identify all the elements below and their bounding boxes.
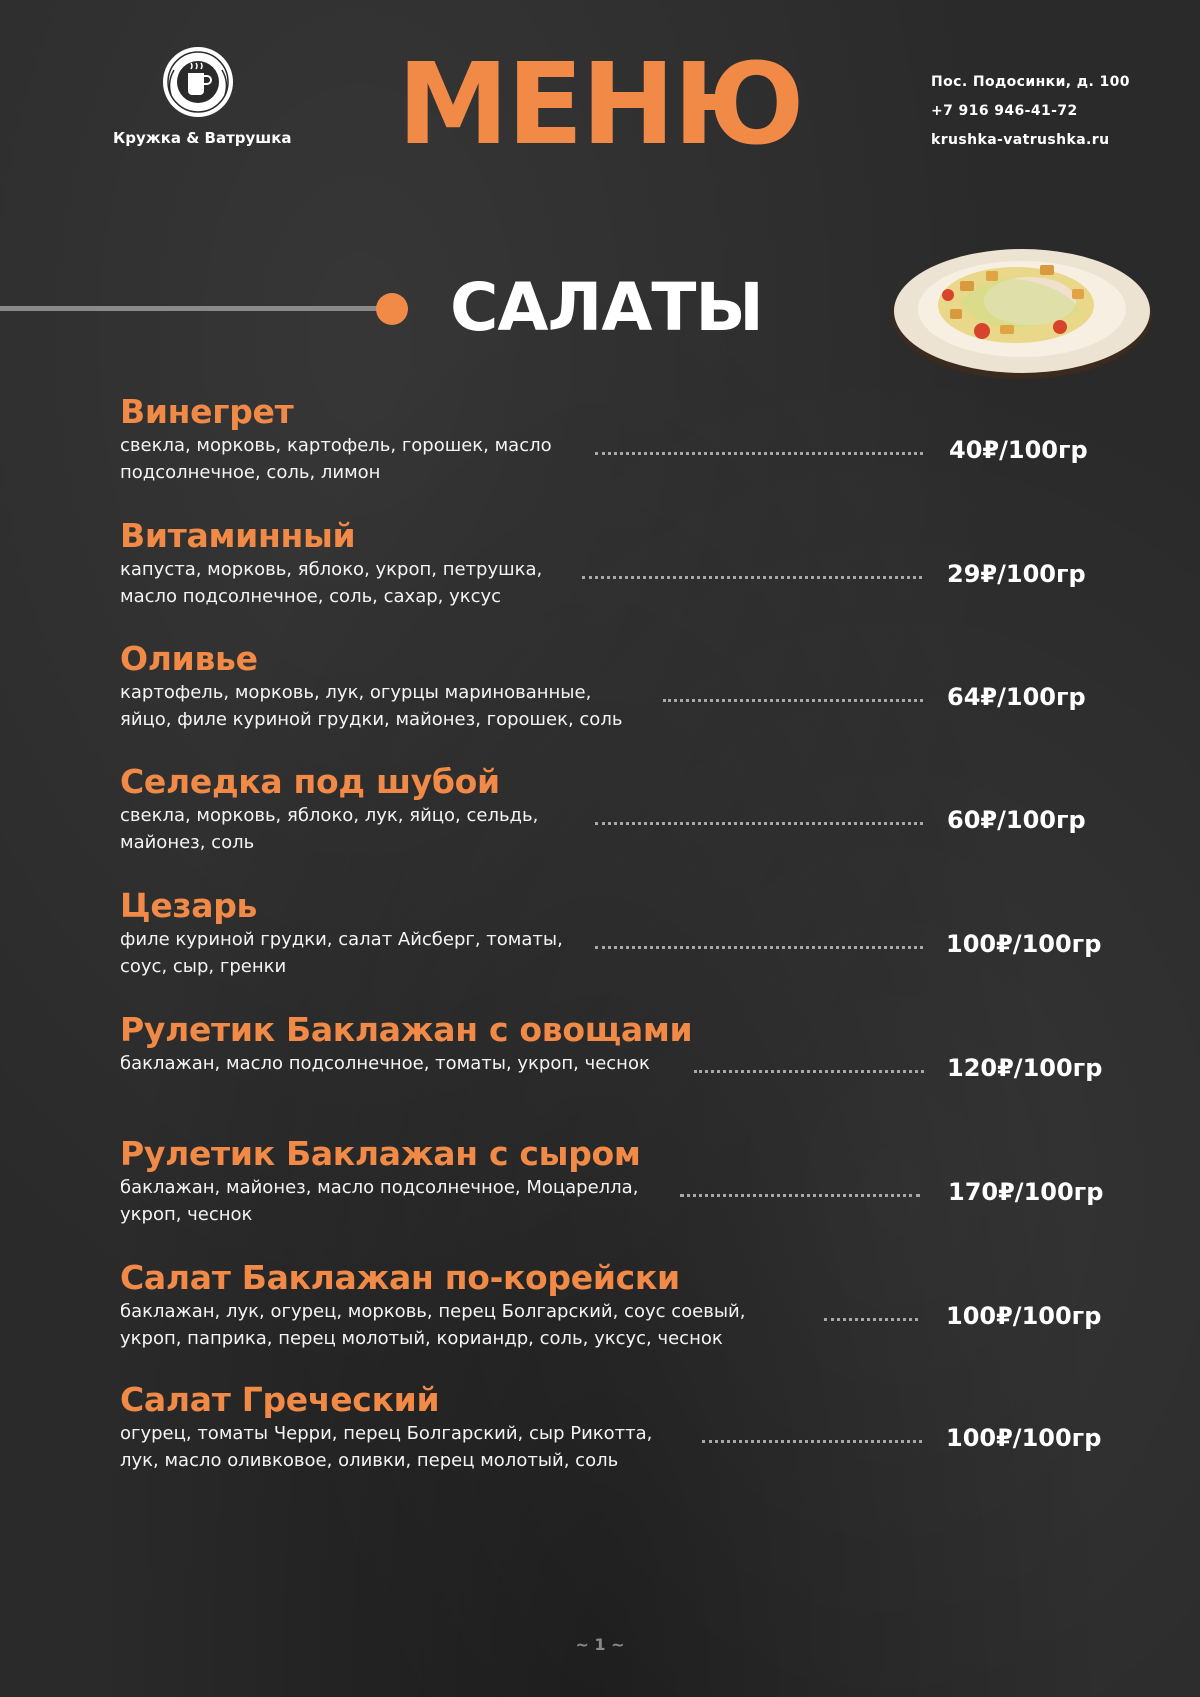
dotted-leader bbox=[663, 699, 923, 702]
dotted-leader bbox=[694, 1070, 924, 1073]
item-price: 64₽/100гр bbox=[947, 683, 1086, 711]
item-name: Селедка под шубой bbox=[120, 762, 500, 801]
item-price: 120₽/100гр bbox=[947, 1054, 1103, 1082]
item-price: 60₽/100гр bbox=[947, 806, 1086, 834]
dotted-leader bbox=[702, 1440, 922, 1443]
item-price: 100₽/100гр bbox=[946, 1302, 1102, 1330]
dotted-leader bbox=[595, 822, 923, 825]
address: Пос. Подосинки, д. 100 bbox=[931, 74, 1130, 90]
menu-item bbox=[120, 886, 1120, 980]
menu-item bbox=[120, 516, 1120, 610]
item-description: баклажан, масло подсолнечное, томаты, укроп, чеснок bbox=[120, 1053, 650, 1074]
item-description: картофель, морковь, лук, огурцы маринованные, яйцо, филе куриной грудки, майонез, горошек, соль bbox=[120, 682, 623, 730]
dotted-leader bbox=[680, 1194, 920, 1197]
item-price: 100₽/100гр bbox=[946, 930, 1102, 958]
dotted-leader bbox=[595, 946, 923, 949]
menu-item bbox=[120, 1010, 1120, 1082]
item-description: огурец, томаты Черри, перец Болгарский, сыр Рикотта, лук, масло оливковое, оливки, перец молотый, соль bbox=[120, 1423, 653, 1471]
item-price: 100₽/100гр bbox=[946, 1424, 1102, 1452]
section-divider-dot bbox=[376, 293, 408, 325]
menu-item bbox=[120, 1258, 1120, 1352]
item-description: филе куриной грудки, салат Айсберг, томаты, соус, сыр, гренки bbox=[120, 929, 563, 977]
section-title: САЛАТЫ bbox=[450, 269, 763, 346]
item-description: баклажан, майонез, масло подсолнечное, Моцарелла, укроп, чеснок bbox=[120, 1177, 639, 1225]
contacts bbox=[931, 68, 1130, 155]
menu-item bbox=[120, 1380, 1120, 1474]
item-name: Салат Греческий bbox=[120, 1380, 440, 1419]
section-divider-line bbox=[0, 306, 378, 311]
website-link[interactable]: krushka-vatrushka.ru bbox=[931, 132, 1110, 148]
item-price: 170₽/100гр bbox=[948, 1178, 1104, 1206]
item-price: 40₽/100гр bbox=[949, 436, 1088, 464]
menu-item bbox=[120, 639, 1120, 733]
menu-item bbox=[120, 1134, 1120, 1228]
item-price: 29₽/100гр bbox=[947, 560, 1086, 588]
dotted-leader bbox=[595, 452, 923, 455]
menu-title: МЕНЮ bbox=[397, 40, 803, 170]
item-description: свекла, морковь, картофель, горошек, масло подсолнечное, соль, лимон bbox=[120, 435, 552, 483]
item-description: капуста, морковь, яблоко, укроп, петрушка, масло подсолнечное, соль, сахар, уксус bbox=[120, 559, 543, 607]
item-name: Салат Баклажан по-корейски bbox=[120, 1258, 680, 1297]
item-name: Рулетик Баклажан с овощами bbox=[120, 1010, 693, 1049]
salad-plate-image bbox=[890, 235, 1154, 383]
dotted-leader bbox=[824, 1318, 918, 1321]
phone[interactable]: +7 916 946-41-72 bbox=[931, 103, 1078, 119]
item-name: Оливье bbox=[120, 639, 258, 678]
item-description: баклажан, лук, огурец, морковь, перец Болгарский, соус соевый, укроп, паприка, перец молотый, кориандр, соль, уксус, чеснок bbox=[120, 1301, 746, 1349]
dotted-leader bbox=[582, 576, 922, 579]
page-number: ~ 1 ~ bbox=[575, 1635, 625, 1654]
menu-item bbox=[120, 762, 1120, 856]
logo-name: Кружка & Ватрушка bbox=[113, 129, 292, 147]
menu-item bbox=[120, 392, 1120, 486]
item-description: свекла, морковь, яблоко, лук, яйцо, сельдь, майонез, соль bbox=[120, 805, 539, 853]
item-name: Цезарь bbox=[120, 886, 258, 925]
item-name: Рулетик Баклажан с сыром bbox=[120, 1134, 641, 1173]
item-name: Витаминный bbox=[120, 516, 356, 555]
item-name: Винегрет bbox=[120, 392, 294, 431]
